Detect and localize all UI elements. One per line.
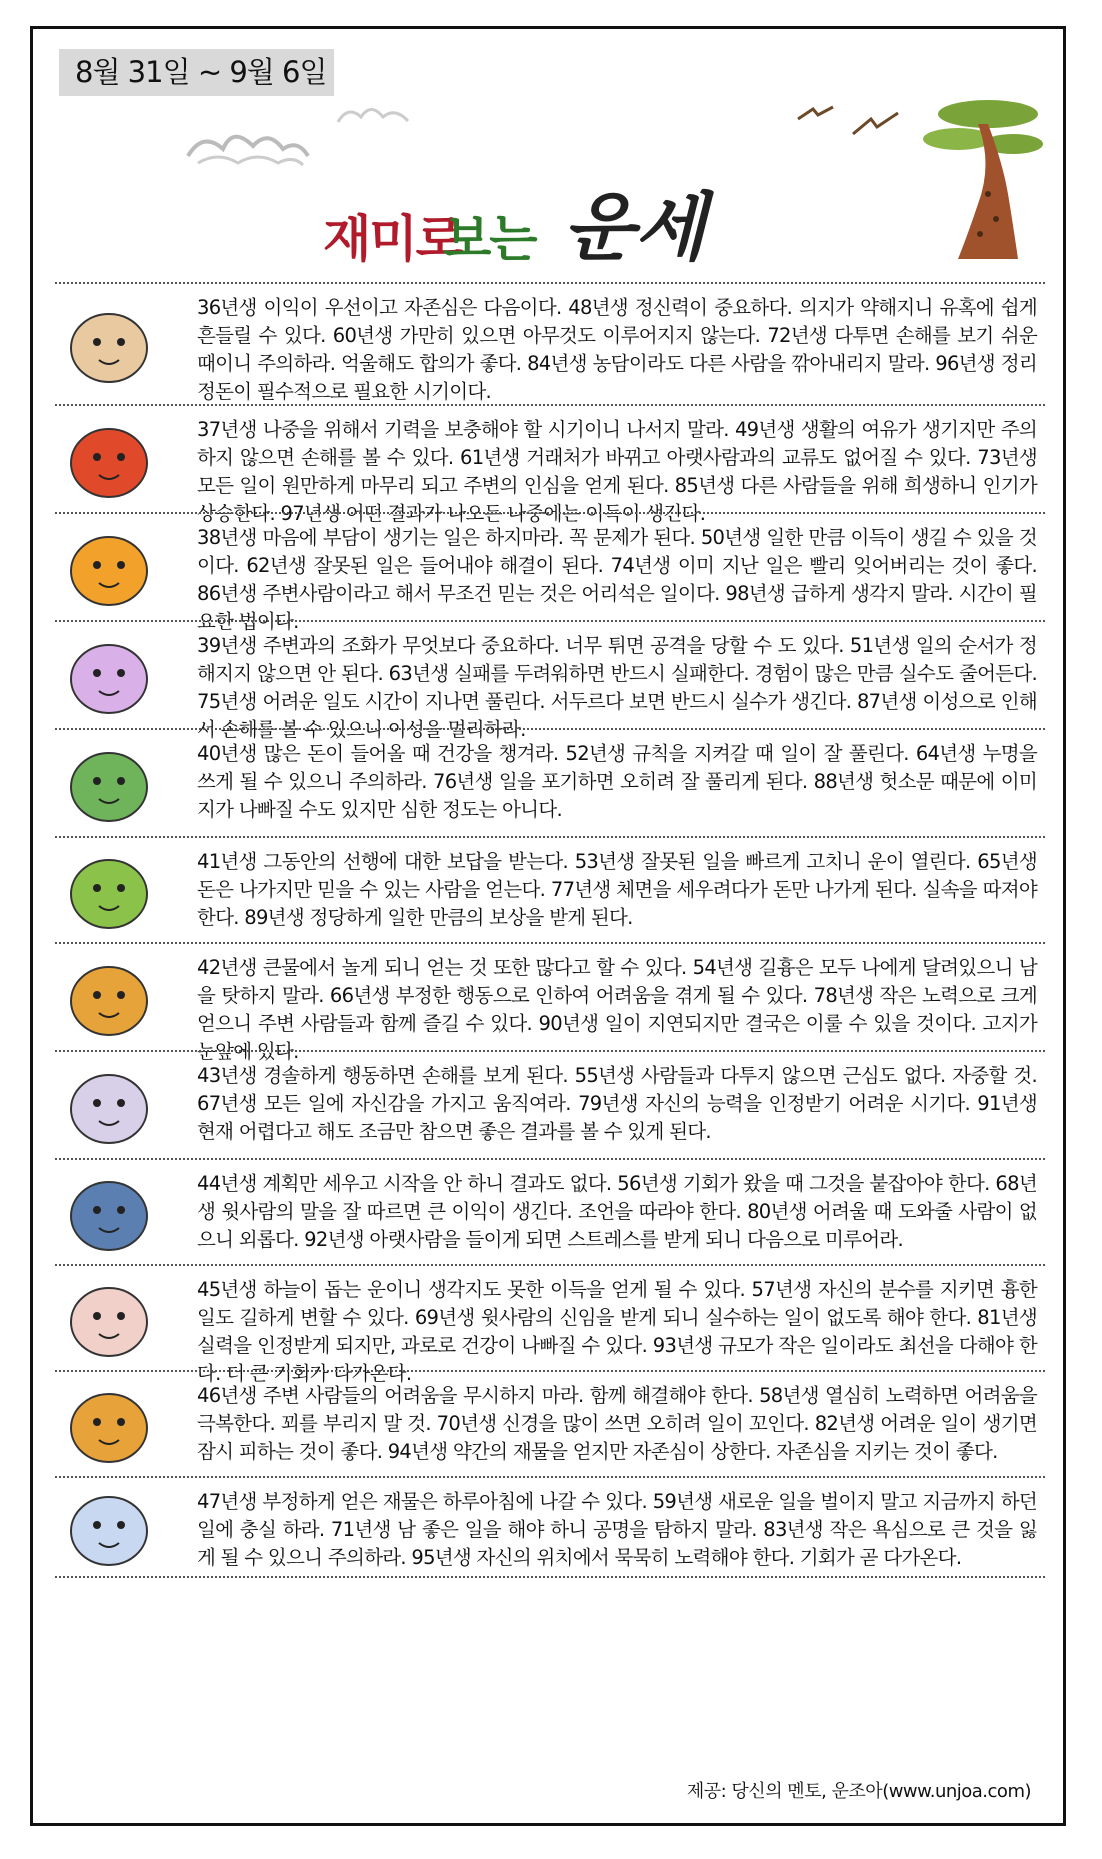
fortune-row bbox=[55, 512, 1045, 633]
fortune-text: 46년생 주변 사람들의 어려움을 무시하지 마라. 함께 해결해야 한다. 58년생 열심히 노력하면 어려움을 극복한다. 꾀를 부리지 말 것. 70년생 신경을 많이 쓰면 오히려 일이 꼬인다. 82년생 어려운 일이 생기면 잠시 피하는 것이 좋다. 94년생 약간의 재물을 얻지만 자존심이 상한다. 자존심을 지키는 것이 좋다. bbox=[197, 1384, 1037, 1463]
footer-credit: 제공: 당신의 멘토, 운조아(www.unjoa.com) bbox=[686, 1781, 1031, 1802]
fortune-row bbox=[55, 1476, 1045, 1578]
fortune-text: 40년생 많은 돈이 들어올 때 건강을 챙겨라. 52년생 규칙을 지켜갈 때 일이 잘 풀린다. 64년생 누명을 쓰게 될 수 있으니 주의하라. 76년생 일을 포기하면 오히려 잘 풀리게 된다. 88년생 헛소문 때문에 이미지가 나빠질 수도 있지만 심한 정도는 아니다. bbox=[197, 742, 1037, 821]
rat-icon bbox=[63, 298, 155, 390]
fortune-row bbox=[55, 1264, 1045, 1385]
tiger-icon bbox=[63, 521, 155, 613]
fortune-row bbox=[55, 728, 1045, 836]
rabbit-icon bbox=[63, 629, 155, 721]
fortune-row bbox=[55, 942, 1045, 1063]
fortune-row bbox=[55, 836, 1045, 942]
pine-tree-icon bbox=[918, 84, 1048, 264]
fortune-text: 38년생 마음에 부담이 생기는 일은 하지마라. 꼭 문제가 된다. 50년생 일한 만큼 이득이 생길 수 있을 것이다. 62년생 잘못된 일은 들어내야 해결이 된다. 74년생 이미 지난 일은 빨리 잊어버리는 것이 좋다. 86년생 주변사람이라고 해서 무조건 믿는 것은 어리석은 일이다. 98년생 급하게 생각지 말라. 시간이 필요한 법이다. bbox=[197, 526, 1037, 633]
fortune-row bbox=[55, 1158, 1045, 1264]
fortune-text: 47년생 부정하게 얻은 재물은 하루아침에 나갈 수 있다. 59년생 새로운 일을 벌이지 말고 지금까지 하던 일에 충실 하라. 71년생 남 좋은 일을 해야 하니 공명을 탐하지 말라. 83년생 작은 욕심으로 큰 것을 잃게 될 수 있으니 주의하라. 95년생 자신의 위치에서 묵묵히 노력해야 한다. 기회가 곧 다가온다. bbox=[197, 1490, 1037, 1569]
fortune-row bbox=[55, 620, 1045, 741]
ox-icon bbox=[63, 413, 155, 505]
snake-icon bbox=[63, 844, 155, 936]
fortune-text: 42년생 큰물에서 놀게 되니 얻는 것 또한 많다고 할 수 있다. 54년생 길흉은 모두 나에게 달려있으니 남을 탓하지 말라. 66년생 부정한 행동으로 인하여 어려움을 겪게 될 수 있다. 78년생 작은 노력으로 크게 얻으니 주변 사람들과 함께 즐길 수 있다. 90년생 일이 지연되지만 결국은 이룰 수 있을 것이다. 고지가 눈앞에 있다. bbox=[197, 956, 1037, 1063]
birds-icon bbox=[793, 99, 913, 149]
fortune-list bbox=[55, 282, 1045, 1578]
fortune-text: 37년생 나중을 위해서 기력을 보충해야 할 시기이니 나서지 말라. 49년생 생활의 여유가 생기지만 주의하지 않으면 손해를 볼 수 있다. 61년생 거래처가 바뀌고 아랫사람과의 교류도 없어질 수 있다. 73년생 모든 일이 원만하게 마무리 되고 주변의 인심을 얻게 된다. 85년생 다른 사람들을 위해 희생하니 인기가 상승한다. 97년생 어떤 결과가 나오든 나중에는 이득이 생긴다. bbox=[197, 418, 1037, 525]
fortune-row bbox=[55, 282, 1045, 404]
page-frame bbox=[30, 26, 1066, 1826]
fortune-text: 44년생 계획만 세우고 시작을 안 하니 결과도 없다. 56년생 기회가 왔을 때 그것을 붙잡아야 한다. 68년생 윗사람의 말을 잘 따르면 큰 이익이 생긴다. 조언을 따라야 한다. 80년생 어려울 때 도와줄 사람이 없으니 외롭다. 92년생 아랫사람을 들이게 되면 스트레스를 받게 되니 다음으로 미루어라. bbox=[197, 1172, 1037, 1251]
page-title bbox=[323, 159, 743, 279]
dog-icon bbox=[63, 1378, 155, 1470]
fortune-text: 43년생 경솔하게 행동하면 손해를 보게 된다. 55년생 사람들과 다투지 않으면 근심도 없다. 자중할 것. 67년생 모든 일에 자신감을 가지고 움직여라. 79년생 자신의 능력을 인정받기 어려운 시기다. 91년생 현재 어렵다고 해도 조금만 참으면 좋은 결과를 볼 수 있게 된다. bbox=[197, 1064, 1037, 1143]
cloud-icon bbox=[183, 121, 313, 171]
cloud-icon bbox=[333, 97, 413, 132]
fortune-row bbox=[55, 404, 1045, 525]
sheep-icon bbox=[63, 1059, 155, 1151]
date-range-badge: 8월 31일 ~ 9월 6일 bbox=[59, 49, 334, 96]
rooster-icon bbox=[63, 1272, 155, 1364]
fortune-row bbox=[55, 1050, 1045, 1158]
dragon-icon bbox=[63, 737, 155, 829]
fortune-text: 36년생 이익이 우선이고 자존심은 다음이다. 48년생 정신력이 중요하다. 의지가 약해지니 유혹에 쉽게 흔들릴 수 있다. 60년생 가만히 있으면 아무것도 이루어지지 않는다. 72년생 다투면 손해를 보기 쉬운 때이니 주의하라. 억울해도 합의가 좋다. 84년생 농담이라도 다른 사람을 깎아내리지 말라. 96년생 정리정돈이 필수적으로 필요한 시기이다. bbox=[197, 296, 1037, 403]
fortune-text: 45년생 하늘이 돕는 운이니 생각지도 못한 이득을 얻게 될 수 있다. 57년생 자신의 분수를 지키면 흉한 일도 길하게 변할 수 있다. 69년생 윗사람의 신임을 받게 되니 실수하는 일이 없도록 해야 한다. 81년생 실력을 인정받게 되지만, 과로로 건강이 나빠질 수 있다. 93년생 규모가 작은 일이라도 최선을 다해야 한다. 더 큰 기회가 다가온다. bbox=[197, 1278, 1037, 1385]
fortune-row bbox=[55, 1370, 1045, 1476]
monkey-icon bbox=[63, 1166, 155, 1258]
pig-icon bbox=[63, 1481, 155, 1573]
horse-icon bbox=[63, 951, 155, 1043]
title-word-1: 재미로 bbox=[323, 210, 462, 268]
fortune-text: 41년생 그동안의 선행에 대한 보답을 받는다. 53년생 잘못된 일을 빠르게 고치니 운이 열린다. 65년생 돈은 나가지만 믿을 수 있는 사람을 얻는다. 77년생 체면을 세우려다가 돈만 나가게 된다. 실속을 따져야 한다. 89년생 정당하게 일한 만큼의 보상을 받게 된다. bbox=[197, 850, 1037, 929]
fortune-text: 39년생 주변과의 조화가 무엇보다 중요하다. 너무 튀면 공격을 당할 수 도 있다. 51년생 일의 순서가 정해지지 않으면 안 된다. 63년생 실패를 두려워하면 반드시 실패한다. 경험이 많은 만큼 실수도 줄어든다. 75년생 어려운 일도 시간이 지나면 풀린다. 서두르다 보면 반드시 실수가 생긴다. 87년생 이성으로 인해서 손해를 볼 수 있으니 이성을 멀리하라. bbox=[197, 634, 1037, 741]
title-word-3: 운세 bbox=[563, 185, 706, 271]
title-word-2: 보는 bbox=[443, 210, 536, 268]
